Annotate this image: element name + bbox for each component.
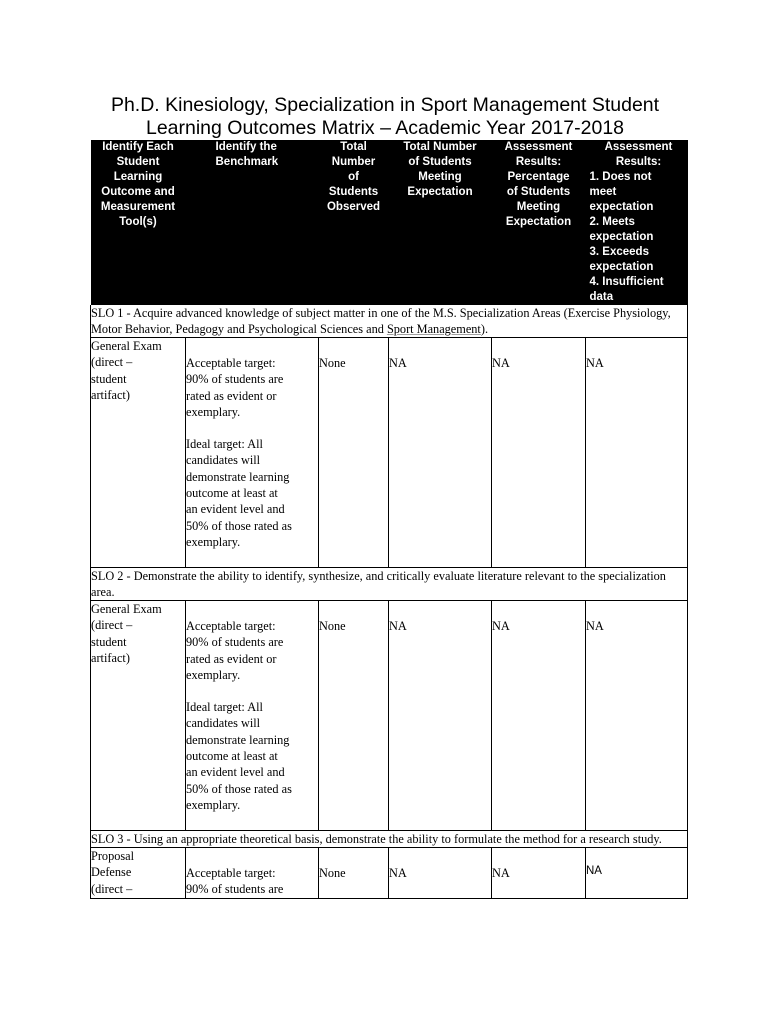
benchmark-cell: Acceptable target: 90% of students are rated as evident or exemplary. Ideal target: All candidates will demonstrate learning outcome at least at an evident level and 50% of those rated as exemplary. — [186, 338, 319, 568]
observed-cell: None — [319, 601, 389, 831]
title-line: Ph.D. Kinesiology, Specialization in Sport Management Student — [110, 94, 660, 116]
header-results-scale: Assessment Results: 1. Does not meet expectation 2. Meets expectation 3. Exceeds expectation 4. Insufficient data — [586, 140, 688, 305]
result-cell: NA — [586, 848, 688, 899]
measurement-tool-cell: General Exam (direct – student artifact) — [91, 338, 186, 568]
slo-description: SLO 2 - Demonstrate the ability to identify, synthesize, and critically evaluate literature relevant to the specialization area. — [91, 568, 688, 601]
benchmark-cell: Acceptable target: 90% of students are — [186, 848, 319, 899]
table-header-row — [91, 140, 688, 305]
header-total-meeting: Total Number of Students Meeting Expectation — [389, 140, 492, 305]
meeting-cell: NA — [389, 338, 492, 568]
meeting-cell: NA — [389, 848, 492, 899]
slo-row — [91, 831, 688, 848]
percentage-cell: NA — [492, 848, 586, 899]
header-outcome-tool: Identify Each Student Learning Outcome and Measurement Tool(s) — [91, 140, 186, 305]
observed-cell: None — [319, 848, 389, 899]
outcomes-matrix-table — [90, 140, 688, 899]
header-percentage: Assessment Results: Percentage of Students Meeting Expectation — [492, 140, 586, 305]
header-benchmark: Identify the Benchmark — [186, 140, 319, 305]
slo-row — [91, 305, 688, 338]
result-cell: NA — [586, 601, 688, 831]
header-total-observed: Total Number of Students Observed — [319, 140, 389, 305]
percentage-cell: NA — [492, 601, 586, 831]
benchmark-cell: Acceptable target: 90% of students are rated as evident or exemplary. Ideal target: All candidates will demonstrate learning outcome at least at an evident level and 50% of those rated as exemplary. — [186, 601, 319, 831]
measurement-tool-cell: Proposal Defense (direct – — [91, 848, 186, 899]
table-row — [91, 848, 688, 899]
slo-row — [91, 568, 688, 601]
title-line: Learning Outcomes Matrix – Academic Year 2017-2018 — [145, 117, 625, 139]
slo-description: SLO 1 - Acquire advanced knowledge of subject matter in one of the M.S. Specialization Areas (Exercise Physiology, Motor Behavior, Pedagogy and Psychological Sciences and Sport Management). — [91, 305, 688, 338]
observed-cell: None — [319, 338, 389, 568]
measurement-tool-cell: General Exam (direct – student artifact) — [91, 601, 186, 831]
table-row — [91, 338, 688, 568]
result-cell: NA — [586, 338, 688, 568]
meeting-cell: NA — [389, 601, 492, 831]
slo-description: SLO 3 - Using an appropriate theoretical basis, demonstrate the ability to formulate the method for a research study. — [91, 831, 688, 848]
page-title — [60, 94, 710, 140]
table-row — [91, 601, 688, 831]
percentage-cell: NA — [492, 338, 586, 568]
